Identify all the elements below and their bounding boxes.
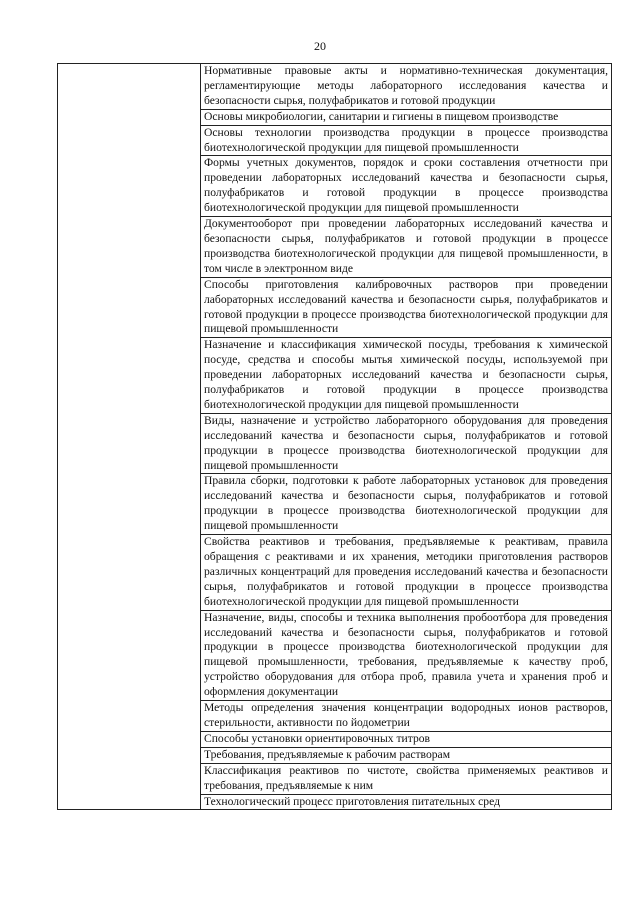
table-cell: [201, 413, 612, 474]
table-cell: [201, 701, 612, 732]
row-text: Правила сборки, подготовки к работе лабораторных установок для проведения исследований качества и безопасности сырья, полуфабрикатов и готовой продукции в процессе производства биотехнологической продукции для пищевой промышленности: [204, 474, 608, 533]
table-cell: [201, 610, 612, 700]
table-cell: [201, 747, 612, 763]
row-text: Свойства реактивов и требования, предъявляемые к реактивам, правила обращения с реактивами и их хранения, методики приготовления растворов различных концентраций для проведения исследований качества и безопасности сырья, полуфабрикатов и готовой продукции в процессе производства биотехнологической продукции для пищевой промышленности: [204, 535, 608, 608]
row-text: Способы установки ориентировочных титров: [204, 731, 431, 745]
requirements-table: [57, 63, 612, 810]
table-cell: [201, 731, 612, 747]
page-number: 20: [314, 39, 326, 53]
table-cell: [201, 109, 612, 125]
table-cell: [201, 763, 612, 794]
table-row: [58, 64, 612, 110]
table-cell: [201, 125, 612, 156]
row-text: Основы технологии производства продукции в процессе производства биотехнологической продукции для пищевой промышленности: [204, 125, 608, 154]
row-text: Формы учетных документов, порядок и сроки составления отчетности при проведении лабораторных исследований качества и безопасности сырья, полуфабрикатов и готовой продукции в процессе производства биотехнологической продукции для пищевой промышленности: [204, 156, 608, 215]
table-cell: [201, 535, 612, 611]
table-cell: [201, 156, 612, 217]
table-cell: [201, 277, 612, 338]
row-text: Требования, предъявляемые к рабочим растворам: [204, 747, 451, 761]
row-text: Способы приготовления калибровочных растворов при проведении лабораторных исследований качества и безопасности сырья, полуфабрикатов и готовой продукции в процессе производства биотехнологической продукции для пищевой промышленности: [204, 277, 608, 336]
row-text: Основы микробиологии, санитарии и гигиены в пищевом производстве: [204, 109, 559, 123]
table-cell: [201, 338, 612, 414]
row-text: Технологический процесс приготовления питательных сред: [204, 794, 500, 808]
row-text: Классификация реактивов по чистоте, свойства применяемых реактивов и требования, предъявляемые к ним: [204, 763, 608, 792]
row-text: Назначение, виды, способы и техника выполнения пробоотбора для проведения исследований качества и безопасности сырья, полуфабрикатов и готовой продукции в процессе производства биотехнологической продукции для пищевой промышленности, требования, предъявляемые к качеству проб, устройство оборудования для отбора проб, правила учета и хранения проб и оформления документации: [204, 610, 608, 699]
table-cell: [201, 64, 612, 110]
row-text: Документооборот при проведении лабораторных исследований качества и безопасности сырья, полуфабрикатов и готовой продукции в процессе производства биотехнологической продукции для пищевой промышленности, в том числе в электронном виде: [204, 217, 608, 275]
row-text: Нормативные правовые акты и нормативно-техническая документация, регламентирующие методы лабораторного исследования качества и безопасности сырья, полуфабрикатов и готовой продукции: [204, 64, 608, 107]
row-text: Методы определения значения концентрации водородных ионов растворов, стерильности, активности по йодометрии: [204, 701, 608, 729]
table-cell: [201, 474, 612, 535]
table-cell: [201, 217, 612, 278]
row-text: Виды, назначение и устройство лабораторного оборудования для проведения исследований качества и безопасности сырья, полуфабрикатов и готовой продукции в процессе производства биотехнологической продукции для пищевой промышленности: [204, 413, 608, 472]
table-cell: [201, 794, 612, 810]
left-empty-column: [58, 64, 201, 810]
row-text: Назначение и классификация химической посуды, требования к химической посуде, средства и способы мытья химической посуды, используемой при проведении лабораторных исследований качества и безопасности сырья, полуфабрикатов и готовой продукции в процессе производства биотехнологической продукции для пищевой промышленности: [204, 338, 608, 411]
